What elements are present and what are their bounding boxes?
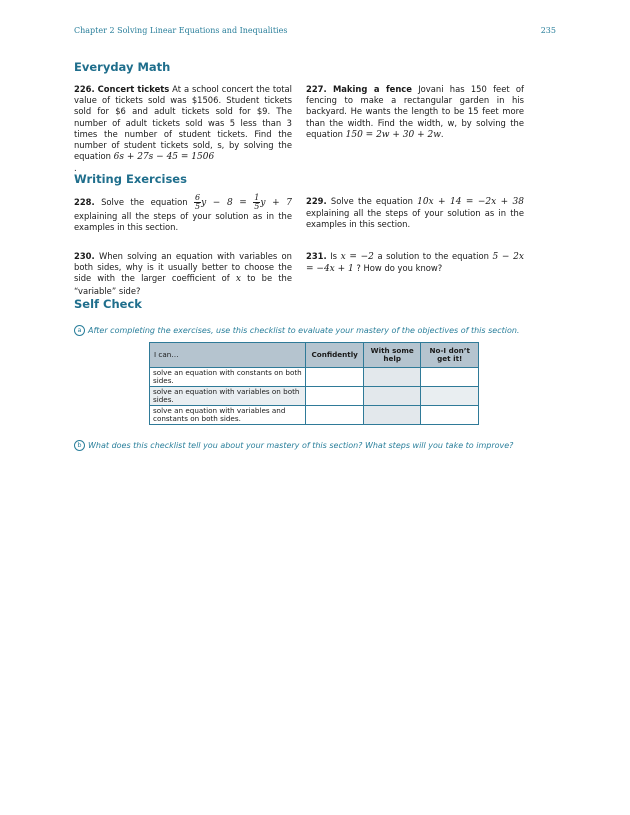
confidently-cell[interactable]: [306, 387, 364, 406]
problem-227: [306, 84, 524, 141]
equation-part: y − 8 =: [201, 198, 247, 208]
problem-number: 227.: [306, 84, 327, 94]
objective-cell: solve an equation with variables and constants on both sides.: [150, 406, 306, 425]
objective-cell: solve an equation with constants on both sides.: [150, 368, 306, 387]
dont-get-it-cell[interactable]: [421, 406, 479, 425]
problem-text: Is: [330, 251, 338, 261]
objective-cell: solve an equation with variables on both sides.: [150, 387, 306, 406]
problem-text: Solve the equation: [101, 197, 188, 207]
problem-text: At a school concert the total value of tickets sold was $1506. Student tickets sold for $6 and adult tickets sold for $9. The number of adult tickets sold was 5 less than 3 times the number of student tickets. Find the number of student tickets sold, s, by solving the equation: [74, 84, 292, 162]
fraction-one-fifth: $\frac{1}{5}$: [254, 193, 260, 211]
equation: x = −2: [340, 252, 374, 262]
confidently-cell[interactable]: [306, 406, 364, 425]
problem-text: explaining all the steps of your solution as in the examples in this section.: [74, 211, 292, 233]
circle-label-a: a: [74, 325, 85, 336]
table-row: [150, 406, 479, 425]
column-header-with-some-help: With some help: [363, 343, 421, 368]
instruction-text: After completing the exercises, use this checklist to evaluate your mastery of the objectives of this section.: [88, 326, 520, 335]
section-title-self-check: Self Check: [74, 297, 142, 311]
problem-heading: Making a fence: [332, 84, 412, 94]
equation: 6s + 27s − 45 = 1506: [113, 152, 215, 163]
problem-text: a solution to the equation: [377, 251, 489, 261]
problem-231: [306, 251, 524, 275]
column-header-confidently: Confidently: [306, 343, 364, 368]
problem-text: Solve the equation: [330, 196, 413, 206]
problem-228: [74, 194, 292, 233]
page-number: 235: [540, 26, 556, 35]
problem-text: ? How do you know?: [356, 263, 443, 274]
equation-part: y + 7: [260, 198, 292, 208]
confidently-cell[interactable]: [306, 368, 364, 387]
table-row: [150, 387, 479, 406]
variable: x: [235, 274, 241, 285]
with-some-help-cell[interactable]: [363, 406, 421, 425]
with-some-help-cell[interactable]: [363, 368, 421, 387]
problem-text: When solving an equation with variables on both sides, why is it usually better to choose the side with the larger coefficient of: [74, 251, 292, 284]
problem-end: .: [440, 128, 444, 139]
self-check-instruction-a: [74, 325, 519, 336]
problem-number: 230.: [74, 251, 95, 261]
problem-text: to be the “variable” side?: [74, 273, 292, 296]
dont-get-it-cell[interactable]: [421, 387, 479, 406]
table-header-row: [150, 343, 479, 368]
dont-get-it-cell[interactable]: [421, 368, 479, 387]
problem-230: [74, 251, 292, 297]
problem-end: .: [74, 163, 77, 174]
equation: 10x + 14 = −2x + 38: [417, 197, 524, 207]
problem-226: [74, 84, 292, 175]
fraction-six-fifths: $\frac{6}{5}$: [194, 193, 201, 211]
problem-heading: Concert tickets: [97, 84, 170, 94]
problem-229: [306, 196, 524, 231]
column-header-i-can: I can…: [150, 343, 306, 368]
table-row: [150, 368, 479, 387]
section-title-everyday-math: Everyday Math: [74, 60, 171, 74]
problem-number: 228.: [74, 197, 95, 207]
equation: 5 − 2x = −4x + 1: [306, 252, 524, 275]
circle-label-b: b: [74, 440, 85, 451]
problem-text: Jovani has 150 feet of fencing to make a rectangular garden in his backyard. He wants the length to be 15 feet more than the width. Find the width, w, by solving the equation: [306, 84, 524, 139]
instruction-text: What does this checklist tell you about your mastery of this section? What steps will you take to improve?: [88, 441, 514, 450]
column-header-dont-get-it: No-I don’t get it!: [421, 343, 479, 368]
section-title-writing-exercises: Writing Exercises: [74, 172, 187, 186]
problem-text: explaining all the steps of your solution as in the examples in this section.: [306, 208, 524, 230]
problem-number: 229.: [306, 196, 327, 206]
equation: 150 = 2w + 30 + 2w: [345, 129, 441, 140]
self-check-instruction-b: [74, 440, 513, 451]
self-check-table: [149, 342, 479, 425]
with-some-help-cell[interactable]: [363, 387, 421, 406]
problem-number: 226.: [74, 84, 95, 94]
running-header: Chapter 2 Solving Linear Equations and Inequalities: [74, 26, 288, 35]
problem-number: 231.: [306, 251, 327, 261]
